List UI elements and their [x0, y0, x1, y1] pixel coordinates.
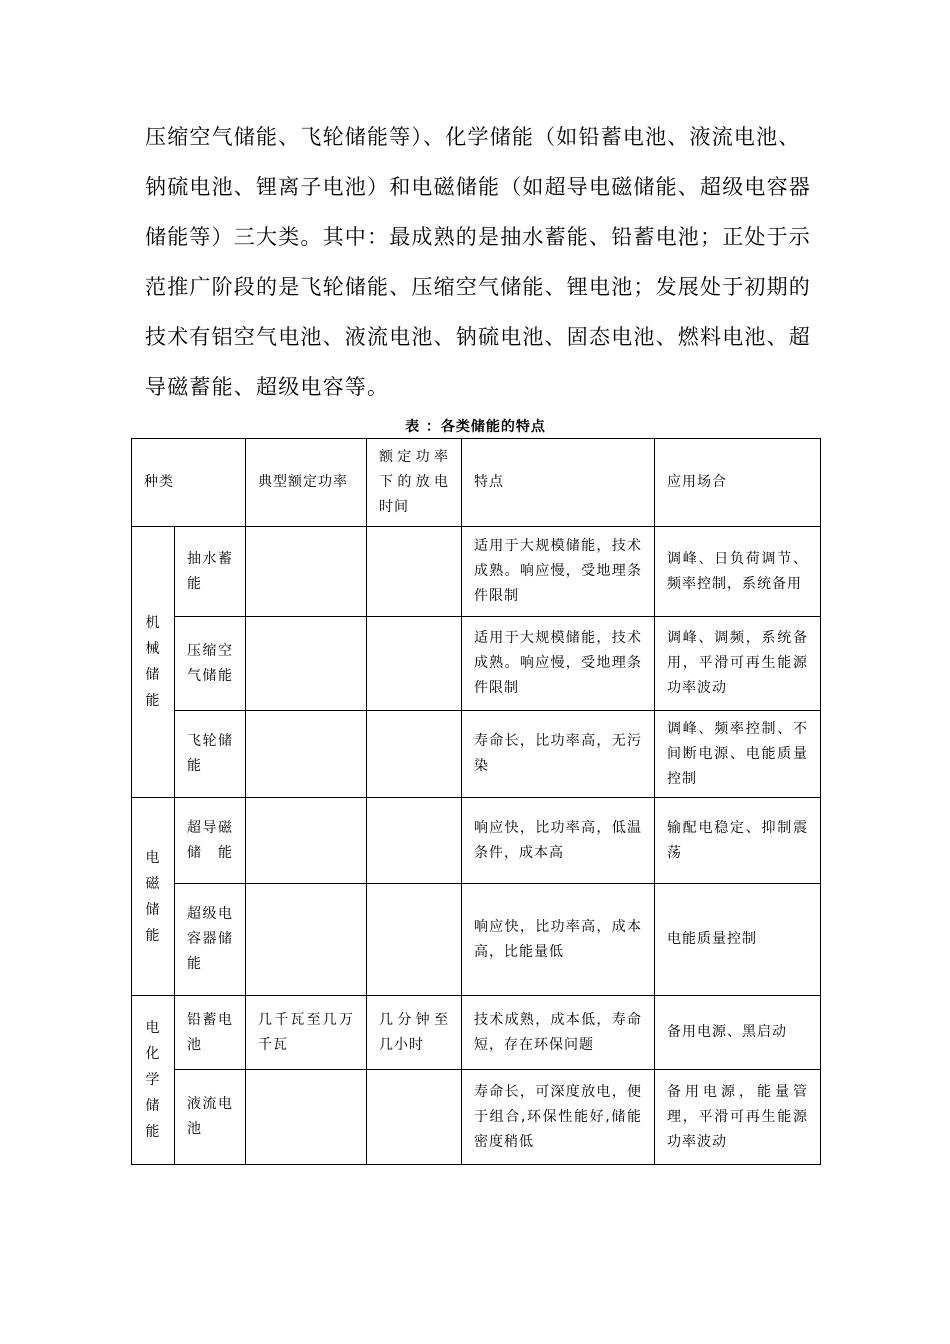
discharge-time-cell — [367, 798, 462, 884]
paragraph-line: 导磁蓄能、超级电容等。 — [145, 375, 390, 399]
applications-cell: 调峰、日负荷调节、频率控制，系统备用 — [655, 527, 821, 617]
discharge-time-cell — [367, 527, 462, 617]
discharge-time-cell — [367, 711, 462, 798]
rated-power-cell: 几千瓦至几万千瓦 — [246, 996, 367, 1070]
table-row — [132, 884, 821, 996]
subtype-cell: 液流电池 — [175, 1070, 246, 1165]
header-discharge-time: 额定功率下的放电时间 — [367, 439, 462, 527]
discharge-time-cell — [367, 1070, 462, 1165]
paragraph-line: 技术有铝空气电池、液流电池、钠硫电池、固态电池、燃料电池、超 — [145, 325, 811, 349]
header-applications: 应用场合 — [655, 439, 821, 527]
applications-cell: 调峰、频率控制、不间断电源、电能质量控制 — [655, 711, 821, 798]
rated-power-cell — [246, 798, 367, 884]
features-cell: 技术成熟，成本低，寿命短，存在环保问题 — [462, 996, 655, 1070]
applications-cell: 电能质量控制 — [655, 884, 821, 996]
table-caption: 表 ：各类储能的特点 — [405, 419, 546, 435]
applications-cell: 调峰、调频，系统备用，平滑可再生能源功率波动 — [655, 617, 821, 711]
subtype-cell: 飞轮储能 — [175, 711, 246, 798]
header-rated-power: 典型额定功率 — [246, 439, 367, 527]
category-cell: 电磁储能 — [132, 798, 175, 996]
features-cell: 寿命长，比功率高，无污染 — [462, 711, 655, 798]
features-cell: 响应快，比功率高，成本高，比能量低 — [462, 884, 655, 996]
features-cell: 响应快，比功率高，低温条件，成本高 — [462, 798, 655, 884]
applications-cell: 备用电源，能量管理，平滑可再生能源功率波动 — [655, 1070, 821, 1165]
rated-power-cell — [246, 617, 367, 711]
features-cell: 适用于大规模储能，技术成熟。响应慢，受地理条件限制 — [462, 527, 655, 617]
table-row — [132, 527, 821, 617]
subtype-cell: 铅蓄电池 — [175, 996, 246, 1070]
applications-cell: 备用电源、黑启动 — [655, 996, 821, 1070]
discharge-time-cell: 几分钟至几小时 — [367, 996, 462, 1070]
subtype-cell: 抽水蓄能 — [175, 527, 246, 617]
features-cell: 适用于大规模储能，技术成熟。响应慢，受地理条件限制 — [462, 617, 655, 711]
table-row — [132, 711, 821, 798]
table-row — [132, 798, 821, 884]
table-header-row — [132, 439, 821, 527]
rated-power-cell — [246, 884, 367, 996]
table-row — [132, 1070, 821, 1165]
category-cell: 机械储能 — [132, 527, 175, 798]
paragraph-line: 钠硫电池、锂离子电池）和电磁储能（如超导电磁储能、超级电容器 — [145, 175, 811, 199]
features-cell: 寿命长，可深度放电，便于组合,环保性能好,储能密度稍低 — [462, 1070, 655, 1165]
rated-power-cell — [246, 527, 367, 617]
paragraph-line: 范推广阶段的是飞轮储能、压缩空气储能、锂电池；发展处于初期的 — [145, 275, 811, 299]
table-row — [132, 996, 821, 1070]
header-type: 种类 — [132, 439, 246, 527]
category-cell: 电化学储能 — [132, 996, 175, 1165]
discharge-time-cell — [367, 884, 462, 996]
subtype-cell: 压缩空气储能 — [175, 617, 246, 711]
subtype-cell: 超级电容器储能 — [175, 884, 246, 996]
table-row — [132, 617, 821, 711]
subtype-cell: 超导磁储能 — [175, 798, 246, 884]
discharge-time-cell — [367, 617, 462, 711]
paragraph-line: 压缩空气储能、飞轮储能等）、化学储能（如铅蓄电池、液流电池、 — [145, 125, 801, 149]
energy-storage-table — [131, 438, 821, 1165]
applications-cell: 输配电稳定、抑制震荡 — [655, 798, 821, 884]
rated-power-cell — [246, 1070, 367, 1165]
rated-power-cell — [246, 711, 367, 798]
header-features: 特点 — [462, 439, 655, 527]
paragraph-line: 储能等）三大类。其中：最成熟的是抽水蓄能、铅蓄电池；正处于示 — [145, 225, 811, 249]
